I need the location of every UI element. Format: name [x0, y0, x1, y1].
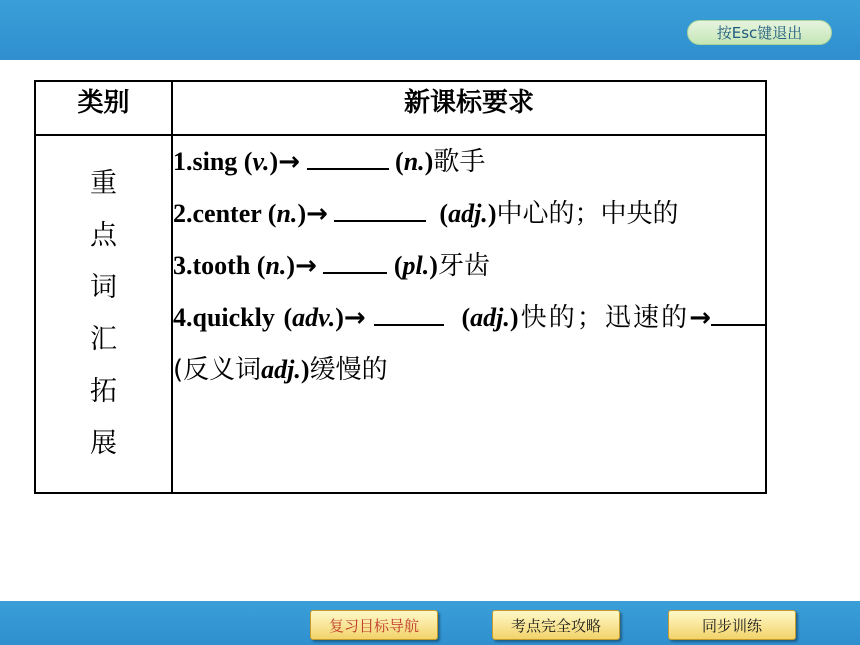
item-pos: adj. [448, 199, 488, 228]
item-text: 1.sing ( [173, 147, 253, 176]
item-pos: v. [252, 147, 270, 176]
item-pos: n. [265, 251, 287, 280]
item-text: 4.quickly ( [173, 303, 293, 332]
item-text: ) [300, 355, 310, 384]
answer-blank[interactable] [334, 198, 426, 222]
arrow-icon: → [278, 147, 301, 177]
arrow-icon: → [295, 251, 317, 281]
item-text: ( [395, 147, 404, 176]
item-meaning: 快的；迅速的 [518, 303, 690, 333]
column-header-category: 类别 [35, 81, 172, 135]
answer-blank[interactable] [307, 146, 389, 170]
category-char: 词 [90, 272, 117, 303]
list-item [173, 292, 765, 396]
category-char: 点 [90, 220, 117, 251]
list-item [173, 136, 765, 188]
category-char: 重 [90, 168, 117, 199]
item-text: 2.center ( [173, 199, 277, 228]
item-pos: n. [276, 199, 298, 228]
item-text: ) [509, 303, 519, 332]
item-text: ) [335, 303, 344, 332]
practice-nav-button[interactable]: 同步训练 [668, 610, 796, 640]
item-text: ) [429, 251, 438, 280]
item-text: ( [461, 303, 471, 332]
item-text: ) [424, 147, 434, 176]
item-meaning: 歌手 [433, 147, 486, 177]
answer-blank[interactable] [711, 302, 765, 326]
arrow-icon: → [343, 303, 366, 333]
exit-button[interactable]: 按Esc键退出 [687, 20, 832, 45]
category-char: 拓 [90, 376, 117, 407]
vocab-table [34, 80, 767, 494]
item-text: ) [286, 251, 296, 280]
arrow-icon: → [689, 303, 711, 333]
category-char: 展 [90, 428, 117, 459]
list-item [173, 188, 765, 240]
item-text: ) [487, 199, 497, 228]
answer-blank[interactable] [374, 302, 444, 326]
category-char: 汇 [90, 324, 117, 355]
category-cell [35, 135, 172, 493]
item-text: ( [393, 251, 403, 280]
column-header-requirements: 新课标要求 [172, 81, 766, 135]
review-goals-nav-button[interactable]: 复习目标导航 [310, 610, 438, 640]
item-pos: adv. [292, 303, 336, 332]
item-text: ( [439, 199, 449, 228]
key-points-nav-button[interactable]: 考点完全攻略 [492, 610, 620, 640]
item-pos: adj. [261, 355, 301, 384]
item-text: (反义词 [173, 355, 262, 385]
item-text: ) [269, 147, 279, 176]
item-meaning: 牙齿 [437, 251, 490, 281]
table-header-row [35, 81, 766, 135]
item-pos: n. [403, 147, 425, 176]
arrow-icon: → [306, 199, 328, 229]
item-pos: pl. [402, 251, 430, 280]
answer-blank[interactable] [323, 250, 387, 274]
item-meaning: 缓慢的 [309, 355, 388, 385]
item-text: ) [297, 199, 307, 228]
item-text: 3.tooth ( [173, 251, 266, 280]
requirements-cell [172, 135, 766, 493]
item-pos: adj. [470, 303, 510, 332]
table-row [35, 135, 766, 493]
list-item [173, 240, 765, 292]
item-meaning: 中心的；中央的 [496, 199, 679, 229]
